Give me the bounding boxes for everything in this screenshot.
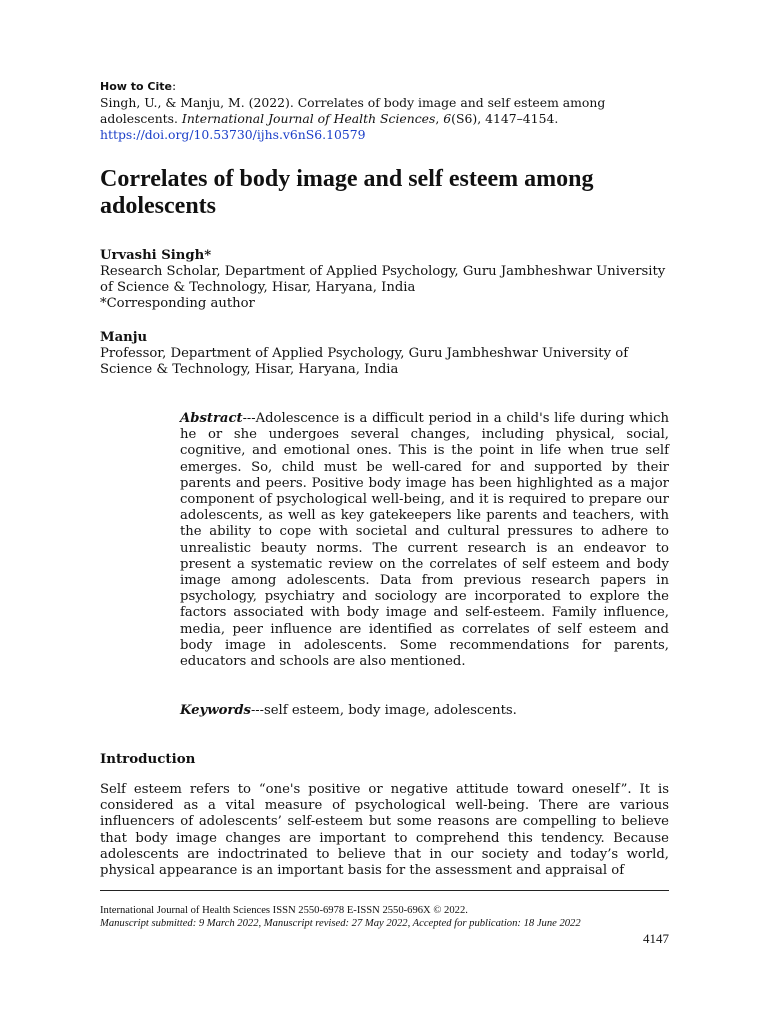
- corresponding-author-note: *Corresponding author: [100, 296, 255, 311]
- abstract-separator: ---: [242, 411, 256, 425]
- introduction-heading: Introduction: [100, 751, 196, 767]
- author-block-1: [100, 248, 680, 312]
- how-to-cite-block: [100, 78, 680, 143]
- author-block-2: [100, 330, 680, 378]
- doi-link[interactable]: https://doi.org/10.53730/ijhs.v6nS6.10579: [100, 127, 366, 142]
- page-number: 4147: [643, 931, 669, 946]
- how-to-cite-heading: How to Cite:: [100, 78, 177, 93]
- author-affiliation: Research Scholar, Department of Applied Psychology, Guru Jambheshwar University of Science & Technology, Hisar, Haryana, India: [100, 264, 666, 295]
- footer-manuscript-line: Manuscript submitted: 9 March 2022, Manuscript revised: 27 May 2022, Accepted for publication: 18 June 2022: [100, 917, 581, 929]
- citation-authors: Singh, U., & Manju, M. (2022). Correlates of body image and self esteem among adolescents.: [100, 95, 606, 126]
- footer: [100, 905, 680, 930]
- citation-issue-pages: (S6), 4147–4154.: [451, 111, 559, 126]
- footer-journal-line: International Journal of Health Sciences ISSN 2550-6978 E-ISSN 2550-696X © 2022.: [100, 905, 468, 916]
- citation-text: Singh, U., & Manju, M. (2022). Correlates of body image and self esteem among adolescents. International Journal of Health Sciences, 6(S6), 4147–4154.: [100, 95, 606, 126]
- author-name: Manju: [100, 330, 148, 345]
- keywords-text: self esteem, body image, adolescents.: [263, 703, 517, 718]
- introduction-paragraph: Self esteem refers to “one's positive or negative attitude toward oneself”. It is considered as a vital measure of psychological well-being. There are various influencers of adolescents’ self-esteem but some reasons are compelling to believe that body image changes are important to comprehend this tendency. Because adolescents are indoctrinated to believe that in our society and today’s world, physical appearance is an important basis for the assessment and appraisal of: [100, 782, 669, 879]
- citation-journal: International Journal of Health Sciences: [181, 111, 436, 126]
- abstract: [180, 410, 669, 670]
- keywords: [180, 702, 669, 719]
- abstract-label: Abstract: [180, 411, 243, 426]
- author-name: Urvashi Singh*: [100, 248, 212, 263]
- author-affiliation: Professor, Department of Applied Psychology, Guru Jambheshwar University of Science & Technology, Hisar, Haryana, India: [100, 346, 629, 377]
- abstract-text: Adolescence is a difficult period in a child's life during which he or she undergoes several changes, including physical, social, cognitive, and emotional ones. This is the point in life when true self emerges. So, child must be well-cared for and supported by their parents and peers. Positive body image has been highlighted as a major component of psychological well-being, and it is required to prepare our adolescents, as well as key gatekeepers like parents and teachers, with the ability to cope with societal and cultural pressures to adhere to unrealistic beauty norms. The current research is an endeavor to present a systematic review on the correlates of self esteem and body image among adolescents. Data from previous research papers in psychology, psychiatry and sociology are incorporated to explore the factors associated with body image and self-esteem. Family influence, media, peer influence are identified as correlates of self esteem and body image in adolescents. Some recommendations for parents, educators and schools are also mentioned.: [180, 411, 669, 670]
- keywords-label: Keywords: [180, 703, 251, 718]
- keywords-separator: ---: [250, 703, 264, 717]
- footer-divider: [100, 890, 669, 891]
- citation-volume: 6: [443, 111, 452, 126]
- paper-title: Correlates of body image and self esteem among adolescents: [100, 166, 594, 219]
